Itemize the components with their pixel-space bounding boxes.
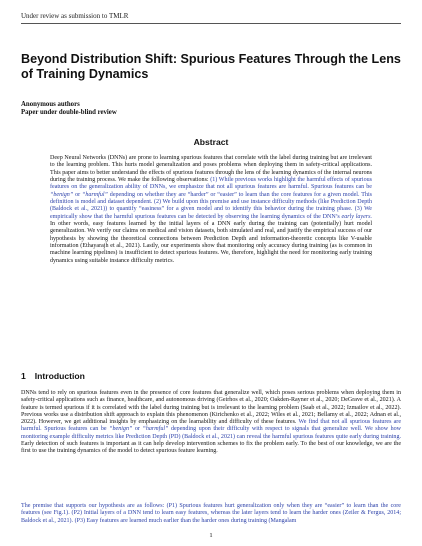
abstract-body [50,155,372,265]
author-name: Anonymous authors [21,101,80,108]
intro-text-end: Early detection of such features is important as it can help develop intervention schemes to fix the problem early. To the best of our knowledge, we are the first to use the training dynamics of the model to detect spurious feature learning. [21,441,401,455]
section-title: Introduction [34,371,85,381]
abstract-text-4: In other words, easy features learned by the initial layers of a DNN early during the training can (potentially) hurt model generalization. [50,221,372,235]
abstract-text-5: We verify our claims on medical and vision datasets, both simulated and real, and justify the empirical success of our hypothesis by showing the theoretical connections between Prediction Depth and information-theoretic concepts like V-usable information (Ethayarajh et al., 2021). Lastly, our experiments show that monitoring only accuracy during training (as is common in machine learning pipelines) is insufficient to detect spurious features. We, therefore, highlight the need for monitoring early training dynamics using suitable instance difficulty metrics. [50,228,373,264]
intro-paragraph-2 [21,503,401,525]
page-number: 1 [209,532,213,539]
intro-benign: “benign” [109,426,133,433]
harmful-term: “harmful” [82,191,108,198]
abstract-text-1: Deep Neural Networks (DNNs) are prone to learning spurious features that correlate with the label during training but are irrelevant to the learning problem. This hurts model generalization and poses problems when deploying them in safety-critical applications. This paper aims to better understand the effects of spurious features through the lens of the learning dynamics of the internal neurons during the training process. We make the following observations: [50,155,372,184]
intro-harmful: “harmful” [142,426,169,433]
abstract-paragraph [50,155,372,265]
abstract-text-3: depending on whether they are “harder” or “easier” to learn than the core features for a given model. This definition is model and dataset dependent. (2) We build upon this premise and use instance difficulty methods (like Prediction Depth (Baldock et al., 2021)) to quantify “easiness” for a given model and to identify this behavior during the training phase. (3) We empirically show that the harmful spurious features can be detected by observing the learning dynamics of the DNN’s [50,191,373,220]
benign-term: “benign” [50,191,74,198]
abstract-highlight-1 [50,177,372,220]
intro-text-1: DNNs tend to rely on spurious features even in the presence of core features that generalize well, which poses serious problems when deploying them in safety-critical applications such as finance, healthcare, and autonomous driving (Geirhos et al., 2020; Oakden-Rayner et al., 2020; DeGrave et al., 2021). A feature is termed spurious if it is correlated with the label during training but is irrelevant to the learning problem (Saab et al., 2022; Izmailov et al., 2022). Previous works use a distribution shift approach to explain this phenomenon (Kirichenko et al., 2022; Wiles et al., 2021; Bellamy et al., 2022; Adnan et al., 2022). However, we get additional insights by emphasizing on the learnability and difficulty of these features. [21,390,401,426]
header-rule [21,23,401,24]
or-word: or [75,191,81,198]
intro-hl-2: depending upon their difficulty with respect to signals that generalize well. We show how monitoring example difficulty metrics like Prediction Depth (PD) (Baldock et al., 2021) can reveal the harmful spurious features quite early during training. [21,426,402,440]
paper-title: Beyond Distribution Shift: Spurious Features Through the Lens of Training Dynamics [21,52,401,81]
intro-p1 [21,390,401,456]
early-layers-term: early layers. [341,213,373,220]
running-header: Under review as submission to TMLR [21,12,129,20]
intro-or: or [134,426,140,433]
section-number: 1 [21,371,26,381]
abstract-heading: Abstract [193,137,229,147]
section-heading [21,371,85,381]
review-note: Paper under double-blind review [21,109,117,116]
intro-paragraph-1 [21,390,401,456]
abstract-text-2: (1) While previous works highlight the harmful effects of spurious features on the generalization ability of DNNs, we emphasize that not all spurious features are harmful. Spurious features can be [50,177,373,191]
authors-block [21,101,117,117]
intro-p2: The premise that supports our hypothesis are as follows: (P1) Spurious features hurt generalization only when they are “easier” to learn than the core features (see Fig.1). (P2) Initial layers of a DNN tend to learn easy features, whereas the later layers tend to learn the harder ones (Zeiler & Fergus, 2014; Baldock et al., 2021). (P3) Easy features are learned much earlier than the harder ones during training (Mangalam [21,503,401,524]
intro-hl-1: We find that not all spurious features are harmful. Spurious features can be [21,419,401,433]
